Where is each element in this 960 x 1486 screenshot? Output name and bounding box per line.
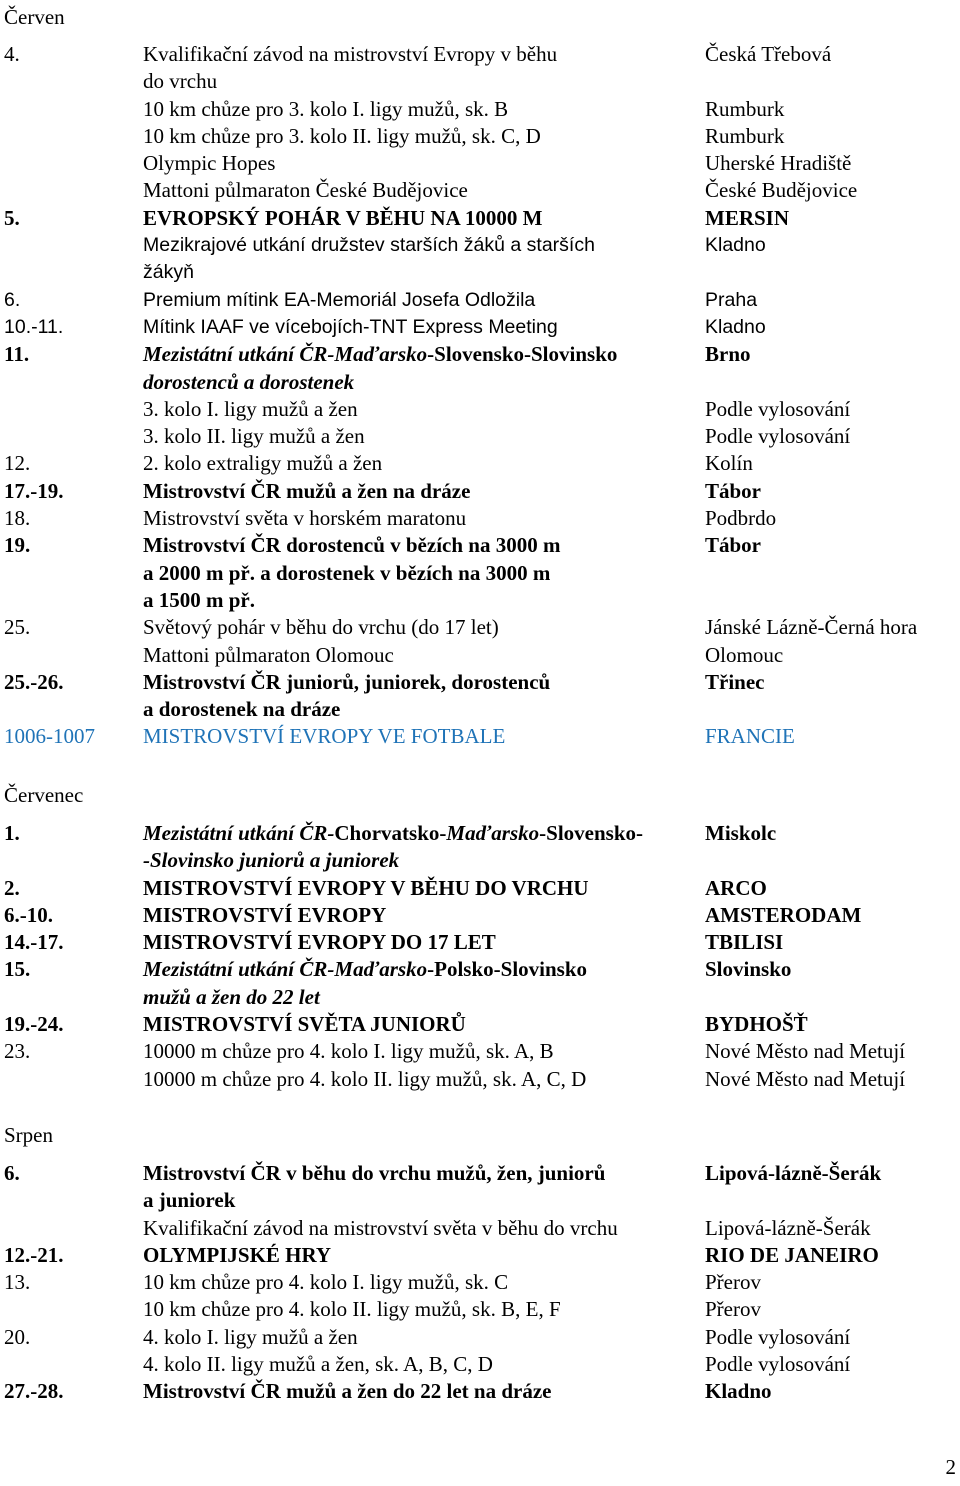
event-row (4, 1011, 954, 1038)
event-name: žákyň (143, 261, 194, 284)
event-row (4, 560, 954, 587)
event-date (4, 96, 143, 123)
event-list-srpen (4, 1160, 954, 1406)
event-date: 6. (4, 1161, 20, 1185)
event-place: Slovinsko (705, 957, 792, 982)
event-place: Praha (705, 288, 758, 311)
event-place: MERSIN (705, 205, 790, 230)
event-name: Mítink IAAF ve vícebojích-TNT Express Meeting (143, 315, 558, 338)
event-name: Mistrovství ČR mužů a žen do 22 let na dráze (143, 1379, 552, 1404)
event-place: Nové Město nad Metují (705, 1066, 906, 1091)
event-row (4, 614, 954, 641)
event-place: Lipová-lázně-Šerák (705, 1161, 882, 1185)
event-name: 10000 m chůze pro 4. kolo I. ligy mužů, sk. A, B (143, 1039, 554, 1064)
event-date: 6.-10. (4, 902, 53, 927)
event-row (4, 205, 954, 232)
event-row (4, 123, 954, 150)
event-name: Mistrovství světa v horském maratonu (143, 506, 467, 531)
event-place: Jánské Lázně-Černá hora (705, 615, 918, 640)
event-date: 5. (4, 205, 20, 230)
event-row (4, 177, 954, 204)
event-row (4, 1324, 954, 1351)
event-name: 4. kolo I. ligy mužů a žen (143, 1324, 358, 1349)
event-place: Podbrdo (705, 506, 777, 531)
event-date: 13. (4, 1270, 31, 1295)
event-place: TBILISI (705, 930, 784, 955)
event-place: BYDHOŠŤ (705, 1012, 808, 1037)
event-date (4, 177, 143, 204)
event-date: 17.-19. (4, 478, 64, 503)
event-row (4, 314, 954, 341)
event-date: 4. (4, 42, 20, 66)
event-row (4, 1066, 954, 1093)
event-list-cerven (4, 41, 954, 751)
event-date (4, 150, 143, 177)
event-place: ARCO (705, 875, 767, 900)
event-place: Brno (705, 342, 751, 367)
event-name: a 2000 m př. a dorostenek v bězích na 3000 m (143, 560, 551, 585)
event-date: 10.-11. (4, 315, 64, 338)
event-date: 18. (4, 506, 31, 531)
event-row (4, 847, 954, 874)
event-date (4, 642, 143, 669)
event-place: Kolín (705, 451, 753, 476)
event-place: Tábor (705, 533, 762, 558)
event-place: Miskolc (705, 821, 777, 845)
event-name: Mistrovství ČR juniorů, juniorek, dorostenců (143, 669, 551, 694)
event-row (4, 259, 954, 286)
event-place: Třinec (705, 669, 765, 694)
event-row (4, 1296, 954, 1323)
event-row (4, 450, 954, 477)
event-name: 10 km chůze pro 3. kolo I. ligy mužů, sk. B (143, 96, 509, 121)
event-place: Podle vylosování (705, 396, 851, 421)
event-date (4, 123, 143, 150)
event-place: Olomouc (705, 642, 784, 667)
event-name: dorostenců a dorostenek (143, 369, 355, 394)
event-row (4, 423, 954, 450)
event-place: Podle vylosování (705, 424, 851, 449)
event-name: 10 km chůze pro 4. kolo II. ligy mužů, sk. B, E, F (143, 1297, 561, 1322)
event-row (4, 820, 954, 847)
event-date (4, 259, 143, 286)
event-date: 11. (4, 342, 30, 367)
event-date (4, 847, 143, 874)
event-row (4, 232, 954, 259)
event-row (4, 532, 954, 559)
event-place: Kladno (705, 315, 766, 338)
event-place: AMSTERODAM (705, 902, 862, 927)
event-name: do vrchu (143, 69, 218, 94)
event-date (4, 396, 143, 423)
page-number: 2 (945, 1455, 956, 1479)
event-date: 1006-1007 (4, 724, 95, 749)
event-name: Kvalifikační závod na mistrovství světa v běhu do vrchu (143, 1215, 618, 1240)
event-name: a 1500 m př. (143, 587, 255, 612)
month-heading: Srpen (4, 1123, 53, 1147)
event-row (4, 1160, 954, 1187)
event-name: MISTROVSTVÍ EVROPY V BĚHU DO VRCHU (143, 875, 589, 900)
event-name: Mattoni půlmaraton Olomouc (143, 642, 394, 667)
event-place: Přerov (705, 1297, 761, 1322)
event-row (4, 956, 954, 983)
event-date: 14.-17. (4, 930, 64, 955)
event-row (4, 1351, 954, 1378)
event-row (4, 505, 954, 532)
event-name: a dorostenek na dráze (143, 697, 341, 722)
event-date (4, 1296, 143, 1323)
event-row (4, 669, 954, 696)
event-name: Mistrovství ČR v běhu do vrchu mužů, žen, juniorů (143, 1161, 606, 1185)
event-date: 6. (4, 288, 21, 311)
event-name: a juniorek (143, 1188, 236, 1213)
event-name: MISTROVSTVÍ EVROPY DO 17 LET (143, 930, 496, 955)
event-date: 12.-21. (4, 1242, 64, 1267)
month-heading: Červenec (4, 783, 84, 807)
event-name: Světový pohár v běhu do vrchu (do 17 let) (143, 615, 499, 640)
event-row (4, 642, 954, 669)
event-row (4, 68, 954, 95)
event-place: Nové Město nad Metují (705, 1039, 906, 1064)
event-date (4, 560, 143, 587)
event-row (4, 875, 954, 902)
event-place: Podle vylosování (705, 1352, 851, 1377)
event-row (4, 1038, 954, 1065)
event-date (4, 1215, 143, 1242)
event-date: 23. (4, 1039, 31, 1064)
event-name: Mezistátní utkání ČR-Maďarsko-Slovensko-Slovinsko (143, 342, 618, 367)
event-place: Rumburk (705, 96, 785, 121)
event-row (4, 396, 954, 423)
event-place: Tábor (705, 478, 762, 503)
event-name: Mezistátní utkání ČR-Maďarsko-Polsko-Slovinsko (143, 957, 588, 982)
event-row (4, 478, 954, 505)
event-name: 2. kolo extraligy mužů a žen (143, 451, 383, 476)
event-row (4, 1269, 954, 1296)
event-place: Přerov (705, 1270, 761, 1295)
event-name: mužů a žen do 22 let (143, 984, 320, 1009)
event-date: 19.-24. (4, 1012, 64, 1037)
event-row (4, 587, 954, 614)
event-row (4, 984, 954, 1011)
event-date: 19. (4, 533, 31, 558)
event-name: OLYMPIJSKÉ HRY (143, 1242, 332, 1267)
event-row (4, 1215, 954, 1242)
event-place: FRANCIE (705, 724, 795, 749)
event-row (4, 1378, 954, 1405)
event-name: Mattoni půlmaraton České Budějovice (143, 178, 468, 203)
event-date: 1. (4, 821, 20, 845)
event-date: 27.-28. (4, 1379, 64, 1404)
event-date (4, 369, 143, 396)
event-place: České Budějovice (705, 178, 858, 203)
event-date (4, 1351, 143, 1378)
event-name: 10 km chůze pro 3. kolo II. ligy mužů, sk. C, D (143, 123, 541, 148)
event-name: MISTROVSTVÍ SVĚTA JUNIORŮ (143, 1012, 466, 1037)
event-row (4, 96, 954, 123)
event-date (4, 984, 143, 1011)
event-place: Uherské Hradiště (705, 151, 852, 176)
event-row (4, 723, 954, 750)
event-name: MISTROVSTVÍ EVROPY (143, 902, 387, 927)
event-name: MISTROVSTVÍ EVROPY VE FOTBALE (143, 724, 506, 749)
event-name: -Slovinsko juniorů a juniorek (143, 848, 400, 873)
event-name: Mezistátní utkání ČR-Chorvatsko-Maďarsko-Slovensko- (143, 821, 644, 845)
event-row (4, 1187, 954, 1214)
event-name: Premium mítink EA-Memoriál Josefa Odložila (143, 288, 536, 311)
event-date (4, 696, 143, 723)
event-place: Kladno (705, 234, 766, 257)
event-name: Kvalifikační závod na mistrovství Evropy v běhu (143, 42, 558, 66)
event-date (4, 68, 143, 95)
event-place: RIO DE JANEIRO (705, 1242, 879, 1267)
event-name: 10000 m chůze pro 4. kolo II. ligy mužů, sk. A, C, D (143, 1066, 587, 1091)
event-date: 25. (4, 615, 31, 640)
event-row (4, 902, 954, 929)
event-place: Česká Třebová (705, 42, 832, 66)
event-date (4, 232, 143, 259)
event-date: 25.-26. (4, 669, 64, 694)
event-list-cervenec (4, 820, 954, 1093)
event-name: Mistrovství ČR dorostenců v bězích na 3000 m (143, 533, 561, 558)
event-date: 12. (4, 451, 31, 476)
event-row (4, 696, 954, 723)
event-row (4, 341, 954, 368)
event-name: Mezikrajové utkání družstev starších žáků a starších (143, 234, 595, 257)
month-heading: Červen (4, 5, 65, 29)
event-date (4, 423, 143, 450)
event-name: Mistrovství ČR mužů a žen na dráze (143, 478, 471, 503)
event-place: Kladno (705, 1379, 772, 1404)
event-row (4, 369, 954, 396)
event-date: 2. (4, 875, 20, 900)
event-date (4, 1187, 143, 1214)
event-name: Olympic Hopes (143, 151, 276, 176)
event-name: 10 km chůze pro 4. kolo I. ligy mužů, sk. C (143, 1270, 509, 1295)
event-name: EVROPSKÝ POHÁR V BĚHU NA 10000 M (143, 205, 543, 230)
event-name: 3. kolo II. ligy mužů a žen (143, 424, 365, 449)
event-date: 15. (4, 957, 31, 982)
event-name: 3. kolo I. ligy mužů a žen (143, 396, 358, 421)
event-place: Rumburk (705, 123, 785, 148)
event-place: Podle vylosování (705, 1324, 851, 1349)
event-row (4, 929, 954, 956)
event-date: 20. (4, 1324, 31, 1349)
event-row (4, 150, 954, 177)
event-row (4, 1242, 954, 1269)
event-name: 4. kolo II. ligy mužů a žen, sk. A, B, C, D (143, 1352, 493, 1377)
event-date (4, 1066, 143, 1093)
event-row (4, 41, 954, 68)
event-date (4, 587, 143, 614)
event-row (4, 287, 954, 314)
event-place: Lipová-lázně-Šerák (705, 1215, 871, 1240)
